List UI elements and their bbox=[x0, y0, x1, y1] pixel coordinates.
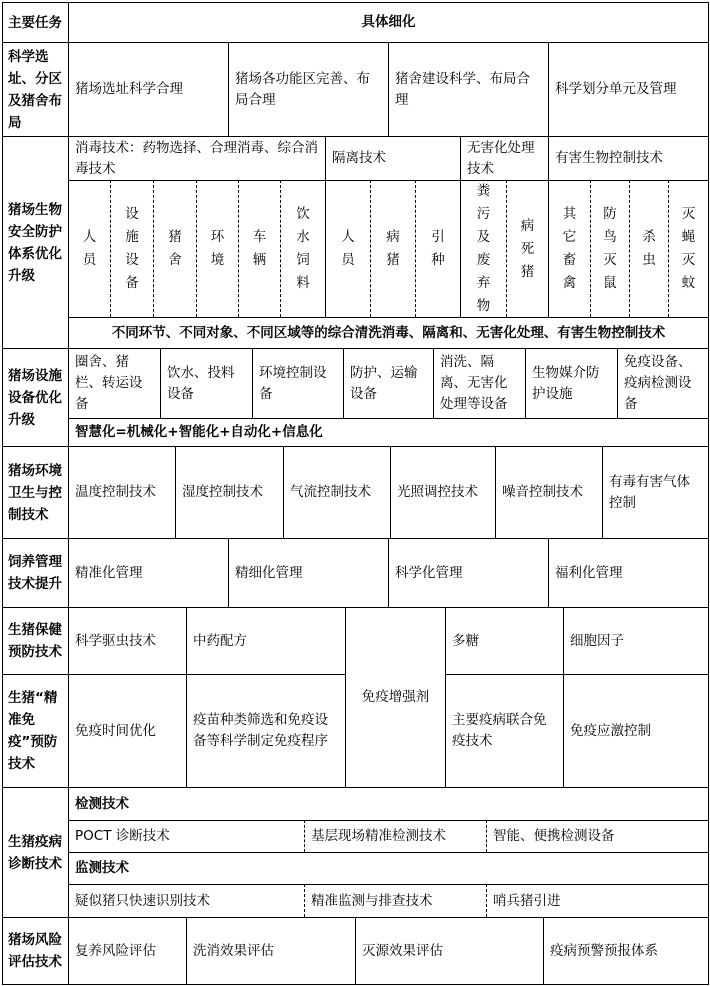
biosecurity-sub-item bbox=[461, 181, 506, 317]
monitoring-label: 监测技术 bbox=[75, 860, 129, 876]
environment-item: 气流控制技术 bbox=[290, 484, 371, 500]
feeding-item: 科学化管理 bbox=[395, 564, 463, 581]
facility-item: 生物媒介防护设施 bbox=[532, 364, 600, 402]
immunization-item: 免疫时间优化 bbox=[75, 722, 156, 739]
facility-item: 防护、运输设备 bbox=[350, 364, 418, 402]
row-title-environment: 猪场环境卫生与控制技术 bbox=[8, 462, 62, 523]
facility-item: 消洗、隔离、无害化处理等设备 bbox=[440, 354, 508, 412]
biosecurity-sub-item-text: 饮水饲料 bbox=[296, 206, 310, 291]
biosecurity-sub-item-text: 病死猪 bbox=[520, 217, 535, 280]
immune-booster-cell: 免疫增强剂 bbox=[361, 689, 430, 705]
biosecurity-sub-item-text: 粪污及废弃物 bbox=[476, 183, 491, 314]
facility-item: 环境控制设备 bbox=[259, 364, 327, 402]
row-title-site-layout: 科学选址、分区及猪舍布局 bbox=[8, 48, 62, 131]
prevention-item: 中药配方 bbox=[193, 632, 247, 649]
biosecurity-sub-item-text: 其它畜禽 bbox=[562, 206, 577, 291]
prevention-item: 细胞因子 bbox=[570, 632, 624, 649]
biosecurity-sub-item-text: 人员 bbox=[341, 229, 355, 268]
biosecurity-summary: 不同环节、不同对象、不同区域等的综合清洗消毒、隔离和、无害化处理、有害生物控制技术 bbox=[111, 324, 666, 341]
row-title-risk-assessment: 猪场风险评估技术 bbox=[8, 932, 62, 970]
prevention-item: 多糖 bbox=[452, 632, 479, 649]
monitoring-item: 精准监测与排查技术 bbox=[311, 892, 433, 909]
biosecurity-sub-item bbox=[239, 181, 280, 317]
biosecurity-sub-item-text: 引种 bbox=[431, 229, 445, 268]
site-layout-item: 猪场各功能区完善、布局合理 bbox=[235, 70, 370, 108]
row-title-biosecurity: 猪场生物安全防护体系优化升级 bbox=[8, 201, 62, 284]
monitoring-item: 哨兵猪引进 bbox=[493, 892, 561, 909]
grid-line-v bbox=[708, 2, 709, 985]
risk-assessment-item: 洗消效果评估 bbox=[193, 942, 274, 959]
biosecurity-sub-item-text: 防鸟灭鼠 bbox=[603, 206, 617, 291]
biosecurity-sub-item-text: 车辆 bbox=[252, 229, 267, 268]
biosecurity-sub-item-text: 人员 bbox=[82, 229, 97, 268]
detection-item: POCT 诊断技术 bbox=[75, 828, 170, 844]
biosecurity-sub-item bbox=[197, 181, 238, 317]
biosecurity-sub-item bbox=[549, 181, 590, 317]
monitoring-item: 疑似猪只快速识别技术 bbox=[75, 892, 210, 909]
site-layout-item: 科学划分单元及管理 bbox=[555, 81, 677, 97]
facility-item: 饮水、投料设备 bbox=[167, 364, 235, 402]
biosecurity-sub-item-text: 环境 bbox=[210, 229, 225, 268]
environment-item: 光照调控技术 bbox=[397, 484, 478, 500]
feeding-item: 精准化管理 bbox=[75, 564, 143, 581]
detection-label: 检测技术 bbox=[75, 795, 129, 812]
facility-item: 圈舍、猪栏、转运设备 bbox=[75, 354, 143, 412]
site-layout-item: 猪场选址科学合理 bbox=[75, 81, 183, 97]
feeding-item: 福利化管理 bbox=[555, 564, 623, 581]
biosecurity-sub-item-text: 杀虫 bbox=[642, 229, 656, 268]
environment-item: 有毒有害气体控制 bbox=[609, 473, 690, 511]
risk-assessment-item: 疫病预警预报体系 bbox=[550, 942, 658, 959]
biosecurity-sub-item-text: 设施设备 bbox=[125, 206, 139, 291]
biosecurity-group-header: 消毒技术：药物选择、合理消毒、综合消毒技术 bbox=[75, 139, 318, 177]
biosecurity-sub-item bbox=[416, 181, 460, 317]
biosecurity-sub-item bbox=[507, 181, 548, 317]
environment-item: 温度控制技术 bbox=[75, 484, 156, 500]
risk-assessment-item: 复养风险评估 bbox=[75, 942, 156, 959]
biosecurity-sub-item bbox=[630, 181, 668, 317]
facility-item: 免疫设备、疫病检测设备 bbox=[624, 354, 692, 412]
immunization-item: 主要疫病联合免疫技术 bbox=[452, 712, 547, 749]
row-title-health-prevention: 生猪保健预防技术 bbox=[8, 622, 62, 660]
biosecurity-sub-item bbox=[371, 181, 415, 317]
biosecurity-group-header: 无害化处理技术 bbox=[467, 139, 535, 177]
biosecurity-sub-item bbox=[69, 181, 110, 317]
biosecurity-group-header: 有害生物控制技术 bbox=[555, 150, 663, 166]
row-title-diagnosis: 生猪疫病诊断技术 bbox=[8, 833, 62, 872]
prevention-item: 科学驱虫技术 bbox=[75, 632, 156, 649]
immunization-item: 疫苗种类筛选和免疫设备等科学制定免疫程序 bbox=[193, 712, 328, 749]
row-title-feeding: 饲养管理技术提升 bbox=[8, 554, 62, 592]
biosecurity-sub-item-text: 灭蝇灭蚊 bbox=[681, 206, 696, 291]
risk-assessment-item: 灭源效果评估 bbox=[362, 942, 443, 959]
biosecurity-sub-item bbox=[669, 181, 708, 317]
biosecurity-sub-item bbox=[111, 181, 153, 317]
header-detail-label: 具体细化 bbox=[361, 14, 416, 30]
facility-summary: 智慧化=机械化+智能化+自动化+信息化 bbox=[75, 424, 323, 440]
detection-item: 基层现场精准检测技术 bbox=[311, 828, 446, 844]
site-layout-item: 猪舍建设科学、布局合理 bbox=[395, 70, 530, 108]
biosecurity-sub-item bbox=[591, 181, 629, 317]
environment-item: 湿度控制技术 bbox=[182, 484, 263, 500]
biosecurity-group-header: 隔离技术 bbox=[332, 150, 386, 166]
biosecurity-sub-item bbox=[281, 181, 325, 317]
row-title-facilities: 猪场设施设备优化升级 bbox=[8, 367, 62, 428]
biosecurity-sub-item-text: 猪舍 bbox=[168, 229, 182, 268]
feeding-item: 精细化管理 bbox=[235, 564, 303, 581]
biosecurity-sub-item bbox=[154, 181, 196, 317]
detection-item: 智能、便携检测设备 bbox=[493, 828, 615, 844]
biosecurity-sub-item bbox=[326, 181, 370, 317]
row-title-precise-immunization: 生猪“精准免疫”预防技术 bbox=[8, 690, 58, 772]
header-task-label: 主要任务 bbox=[8, 14, 62, 31]
biosecurity-sub-item-text: 病猪 bbox=[386, 229, 400, 268]
environment-item: 噪音控制技术 bbox=[502, 484, 583, 500]
immunization-item: 免疫应激控制 bbox=[570, 722, 651, 739]
